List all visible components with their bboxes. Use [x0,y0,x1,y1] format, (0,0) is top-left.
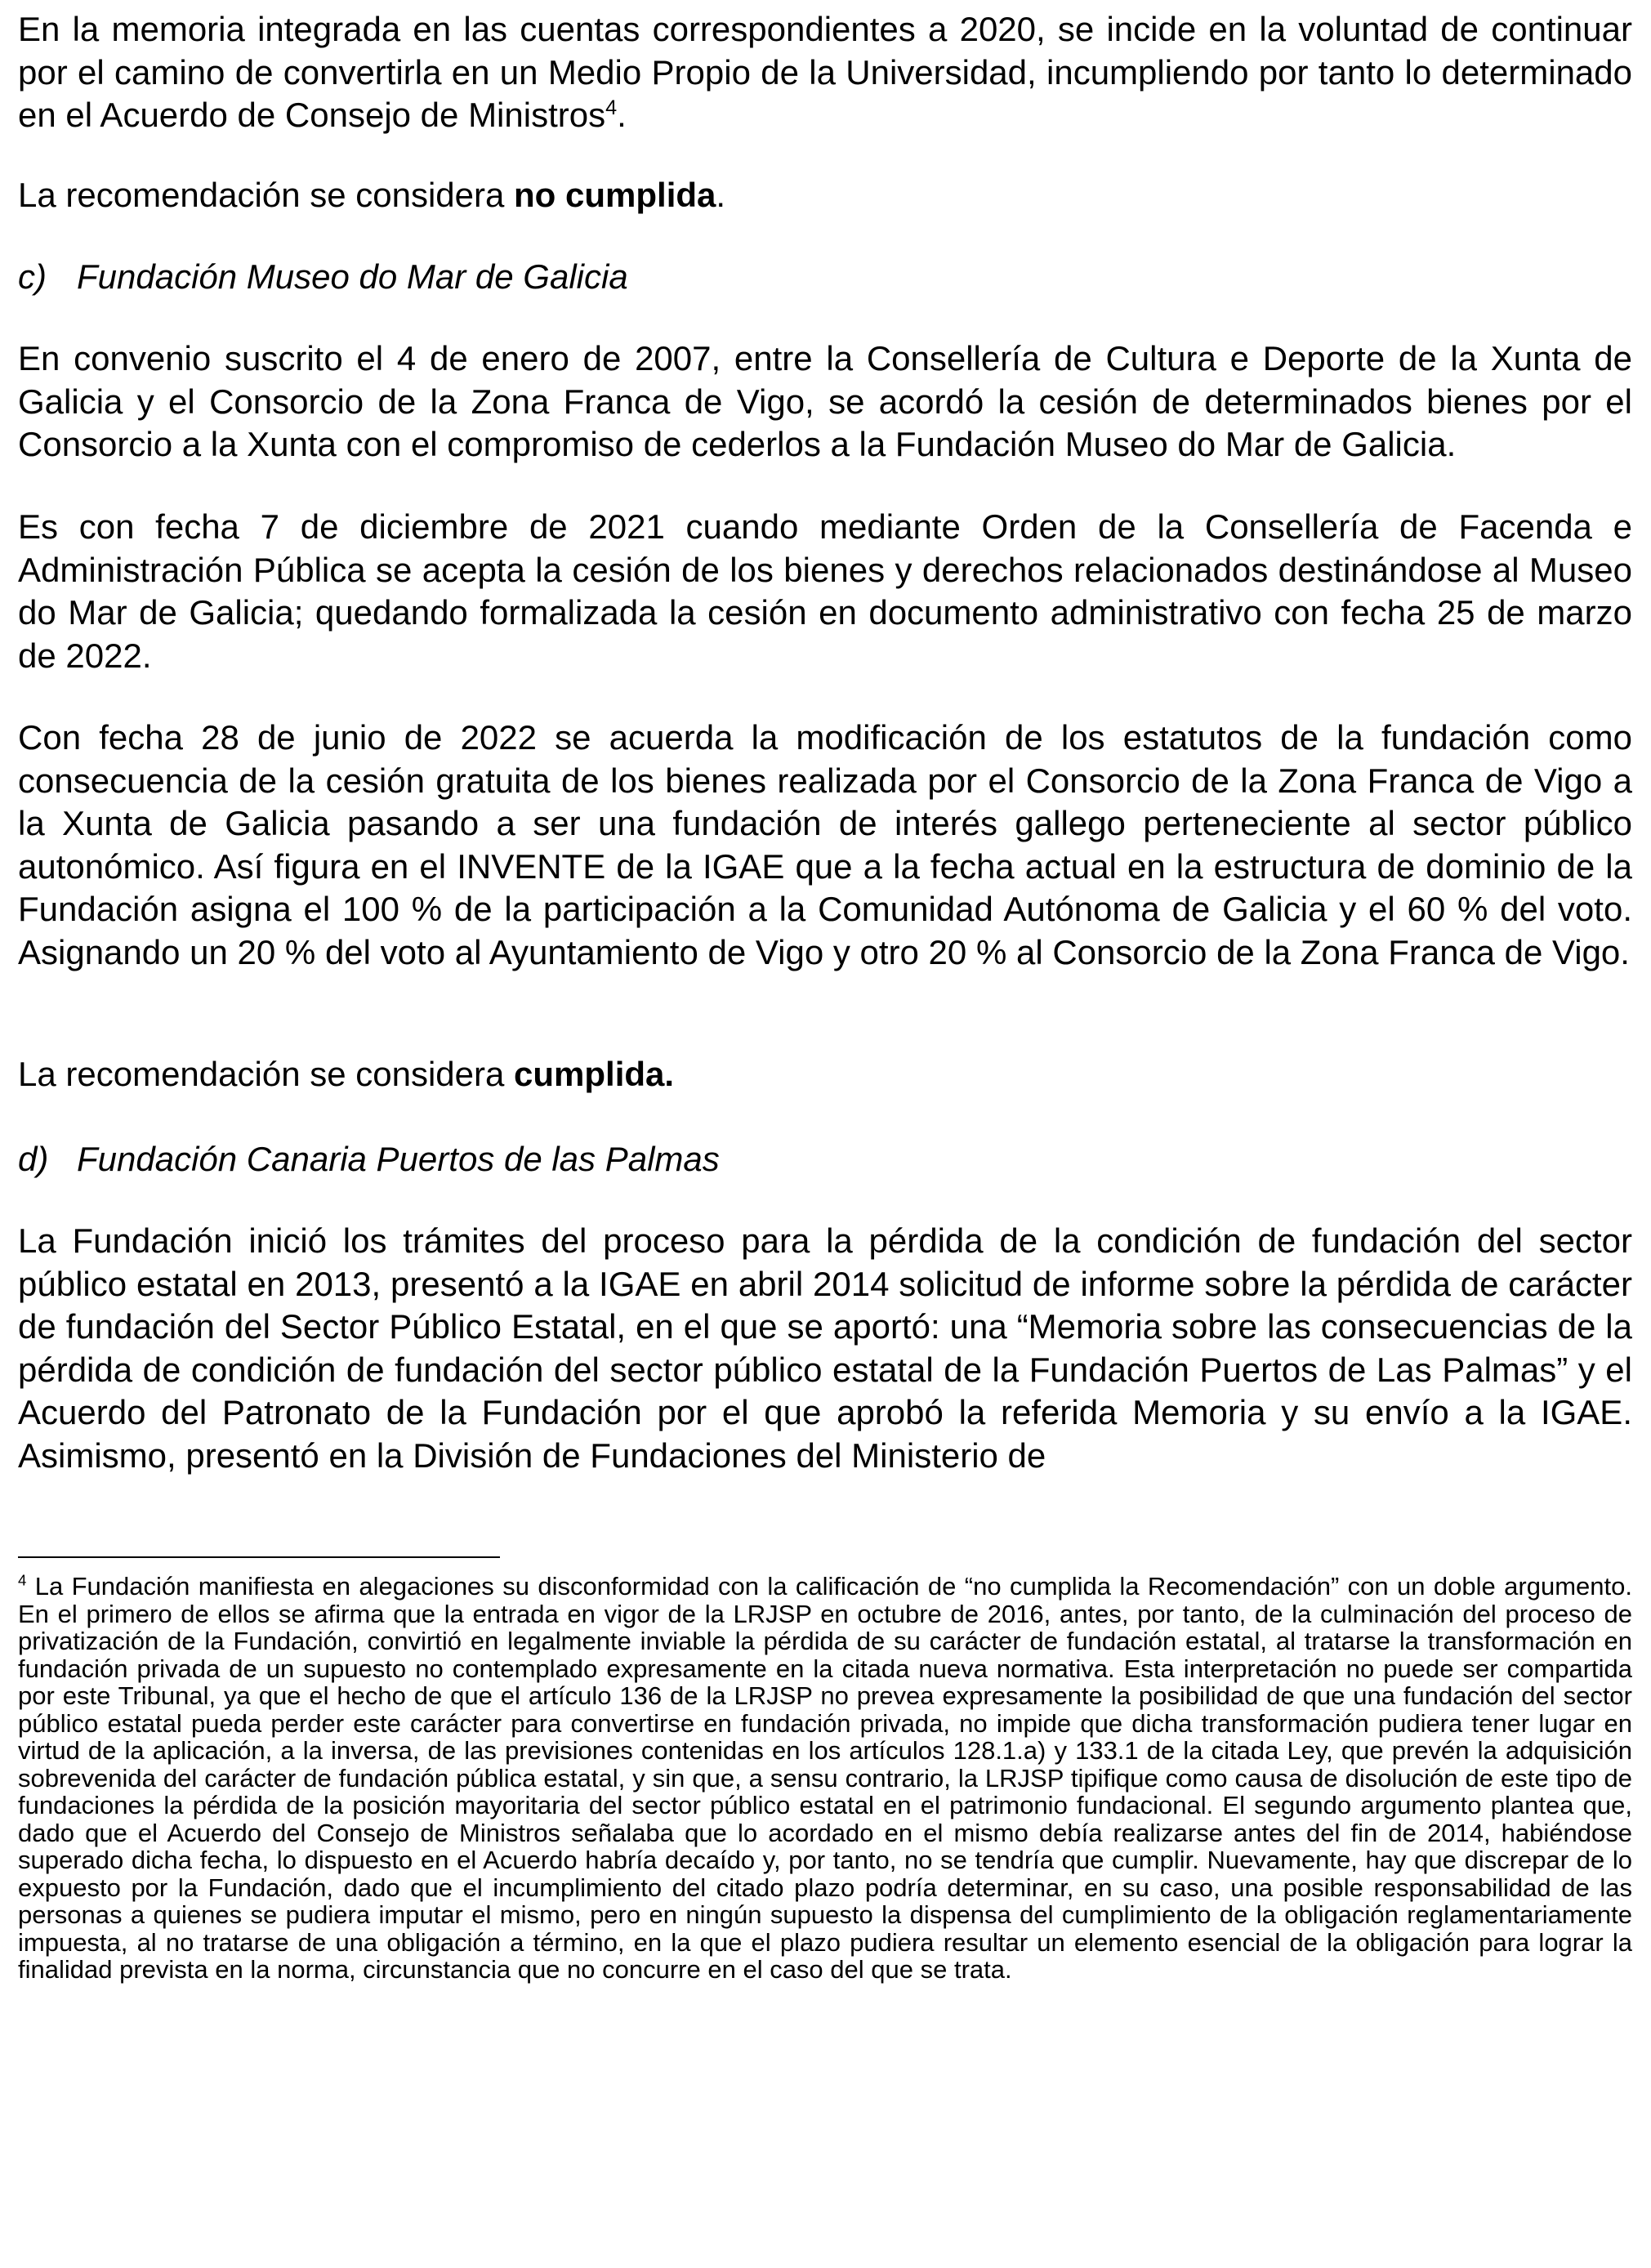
section-d-letter: d) [18,1140,49,1178]
paragraph-orden-2021: Es con fecha 7 de diciembre de 2021 cuando mediante Orden de la Consellería de Facenda e Administración Pública se acepta la cesión de los bienes y derechos relacionados destinándose al Museo do Mar de Galicia; quedando formalizada la cesión en documento administrativo con fecha 25 de marzo de 2022. [18,507,1632,675]
recommendation-1-status: no cumplida [514,176,716,214]
paragraph-memoria-2020-end: . [617,96,627,134]
recommendation-1-prefix: La recomendación se considera [18,176,515,214]
paragraph-convenio-2007: En convenio suscrito el 4 de enero de 2007, entre la Consellería de Cultura e Deporte de la Xunta de Galicia y el Consorcio de la Zona Franca de Vigo, se acordó la cesión de determinados bienes por el Consorcio a la Xunta con el compromiso de cederlos a la Fundación Museo do Mar de Galicia. [18,339,1632,463]
recommendation-status-1 [18,174,1632,217]
footnote-number: 4 [18,1571,27,1589]
paragraph-memoria-2020-text: En la memoria integrada en las cuentas correspondientes a 2020, se incide en la voluntad de continuar por el camino de convertirla en un Medio Propio de la Universidad, incumpliendo por tanto lo determinado en el Acuerdo de Consejo de Ministros [18,10,1632,134]
recommendation-2-prefix: La recomendación se considera [18,1055,515,1093]
recommendation-2-status: cumplida. [514,1055,675,1093]
recommendation-1-suffix: . [716,176,726,214]
section-d-title: Fundación Canaria Puertos de las Palmas [77,1140,720,1178]
paragraph-estatutos-2022: Con fecha 28 de junio de 2022 se acuerda la modificación de los estatutos de la fundación como consecuencia de la cesión gratuita de los bienes realizada por el Consorcio de la Zona Franca de Vigo a la Xunta de Galicia pasando a ser una fundación de interés gallego perteneciente al sector público autonómico. Así figura en el INVENTE de la IGAE que a la fecha actual en la estructura de dominio de la Fundación asigna el 100 % de la participación a la Comunidad Autónoma de Galicia y el 60 % del voto. Asignando un 20 % del voto al Ayuntamiento de Vigo y otro 20 % al Consorcio de la Zona Franca de Vigo. [18,718,1632,971]
footnote-4 [18,1573,1632,1984]
section-heading-d [18,1138,1632,1181]
section-heading-c [18,256,1632,299]
footnote-reference[interactable]: 4 [605,96,618,119]
section-c-letter: c) [18,257,47,296]
footnote-separator [18,1556,500,1558]
footnote-text: La Fundación manifiesta en alegaciones su disconformidad con la calificación de “no cumplida la Recomendación” con un doble argumento. En el primero de ellos se afirma que la entrada en vigor de la LRJSP en octubre de 2016, antes, por tanto, de la culminación del proceso de privatización de la Fundación, convirtió en legalmente inviable la pérdida de su carácter de fundación estatal, al tratarse la transformación en fundación privada de un supuesto no contemplado expresamente en la citada nueva normativa. Esta interpretación no puede ser compartida por este Tribunal, ya que el hecho de que el artículo 136 de la LRJSP no prevea expresamente la posibilidad de que una fundación del sector público estatal pueda perder este carácter para convertirse en fundación privada, no impide que dicha transformación pudiera tener lugar en virtud de la aplicación, a la inversa, de las previsiones contenidas en los artículos 128.1.a) y 133.1 de la citada Ley, que prevén la adquisición sobrevenida del carácter de fundación pública estatal, y sin que, a sensu contrario, la LRJSP tipifique como causa de disolución de este tipo de fundaciones la pérdida de la posición mayoritaria del sector público estatal en el patrimonio fundacional. El segundo argumento plantea que, dado que el Acuerdo del Consejo de Ministros señalaba que lo acordado en el mismo debía realizarse antes del fin de 2014, habiéndose superado dicha fecha, lo dispuesto en el Acuerdo habría decaído y, por tanto, no se tendría que cumplir. Nuevamente, hay que discrepar de lo expuesto por la Fundación, dado que el incumplimiento del citado plazo podría determinar, en su caso, una posible responsabilidad de las personas a quienes se pudiera imputar el mismo, pero en ningún supuesto la dispensa del cumplimiento de la obligación reglamentariamente impuesta, al no tratarse de una obligación a término, en la que el plazo pudiera resultar un elemento esencial de la obligación para lograr la finalidad prevista en la norma, circunstancia que no concurre en el caso del que se trata. [18,1572,1632,1984]
paragraph-tramites-2013: La Fundación inició los trámites del proceso para la pérdida de la condición de fundación del sector público estatal en 2013, presentó a la IGAE en abril 2014 solicitud de informe sobre la pérdida de carácter de fundación del Sector Público Estatal, en el que se aportó: una “Memoria sobre las consecuencias de la pérdida de condición de fundación del sector público estatal de la Fundación Puertos de Las Palmas” y el Acuerdo del Patronato de la Fundación por el que aprobó la referida Memoria y su envío a la IGAE. Asimismo, presentó en la División de Fundaciones del Ministerio de [18,1221,1632,1475]
section-c-title: Fundación Museo do Mar de Galicia [77,257,628,296]
recommendation-status-2 [18,1053,1632,1096]
paragraph-memoria-2020 [18,8,1632,137]
